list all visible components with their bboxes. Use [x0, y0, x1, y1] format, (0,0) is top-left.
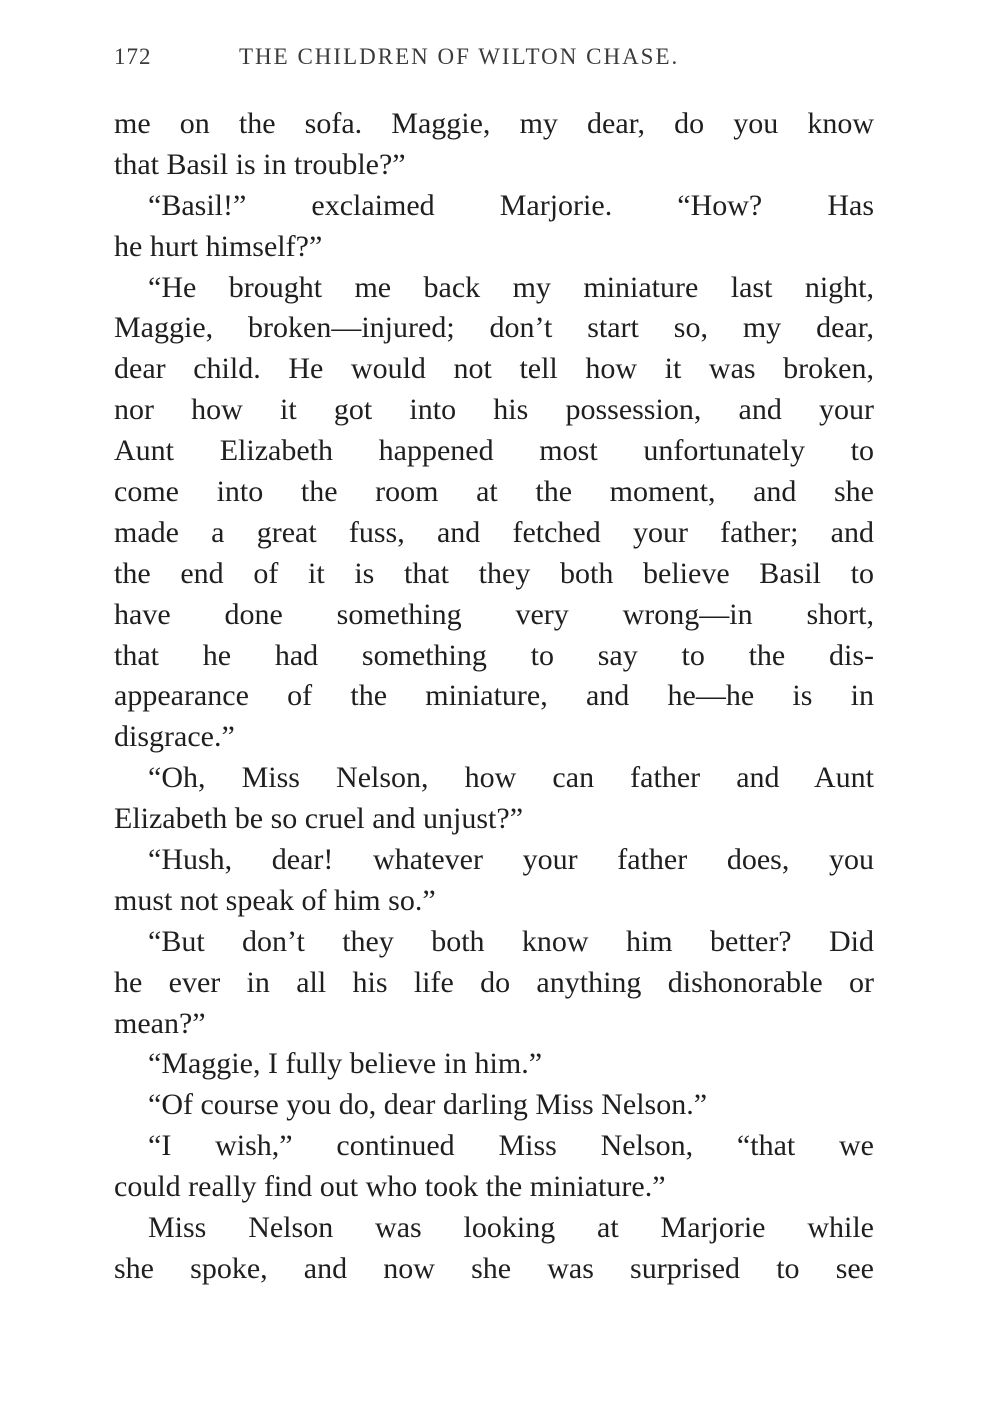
text-line: Maggie, broken—injured; don’t start so, my dear,	[114, 311, 874, 345]
text-line: she spoke, and now she was surprised to see	[114, 1251, 874, 1285]
body-text	[114, 104, 874, 1290]
text-line: “Maggie, I fully believe in him.”	[148, 1047, 543, 1081]
text-line: “I wish,” continued Miss Nelson, “that we	[148, 1129, 874, 1163]
text-line: he hurt himself?”	[114, 229, 323, 263]
text-line: the end of it is that they both believe Basil to	[114, 556, 874, 590]
text-line: nor how it got into his possession, and your	[114, 393, 874, 427]
text-line: “Basil!” exclaimed Marjorie. “How? Has	[148, 188, 874, 222]
text-line: “He brought me back my miniature last night,	[148, 270, 874, 304]
text-line: appearance of the miniature, and he—he is in	[114, 679, 874, 713]
text-line: could really find out who took the miniature.”	[114, 1170, 666, 1204]
text-line: disgrace.”	[114, 720, 235, 754]
text-line: Elizabeth be so cruel and unjust?”	[114, 802, 524, 836]
text-line: Aunt Elizabeth happened most unfortunately to	[114, 434, 874, 468]
text-line: that he had something to say to the dis-	[114, 638, 874, 672]
page-number: 172	[114, 44, 152, 69]
text-line: made a great fuss, and fetched your father; and	[114, 515, 874, 549]
text-line: he ever in all his life do anything dishonorable or	[114, 965, 874, 999]
text-line: that Basil is in trouble?”	[114, 147, 406, 181]
text-line: mean?”	[114, 1006, 206, 1040]
text-line: “Of course you do, dear darling Miss Nelson.”	[148, 1088, 708, 1122]
text-line: must not speak of him so.”	[114, 883, 436, 917]
text-line: me on the sofa. Maggie, my dear, do you know	[114, 107, 874, 140]
text-line: “Hush, dear! whatever your father does, you	[148, 843, 874, 877]
text-line: “But don’t they both know him better? Did	[148, 924, 874, 958]
book-title: THE CHILDREN OF WILTON CHASE.	[239, 44, 680, 69]
text-line: dear child. He would not tell how it was broken,	[114, 352, 874, 386]
text-line: have done something very wrong—in short,	[114, 597, 874, 631]
text-line: come into the room at the moment, and she	[114, 475, 874, 509]
text-line: “Oh, Miss Nelson, how can father and Aunt	[148, 761, 874, 795]
text-line: Miss Nelson was looking at Marjorie while	[148, 1211, 874, 1245]
running-head	[114, 44, 874, 78]
